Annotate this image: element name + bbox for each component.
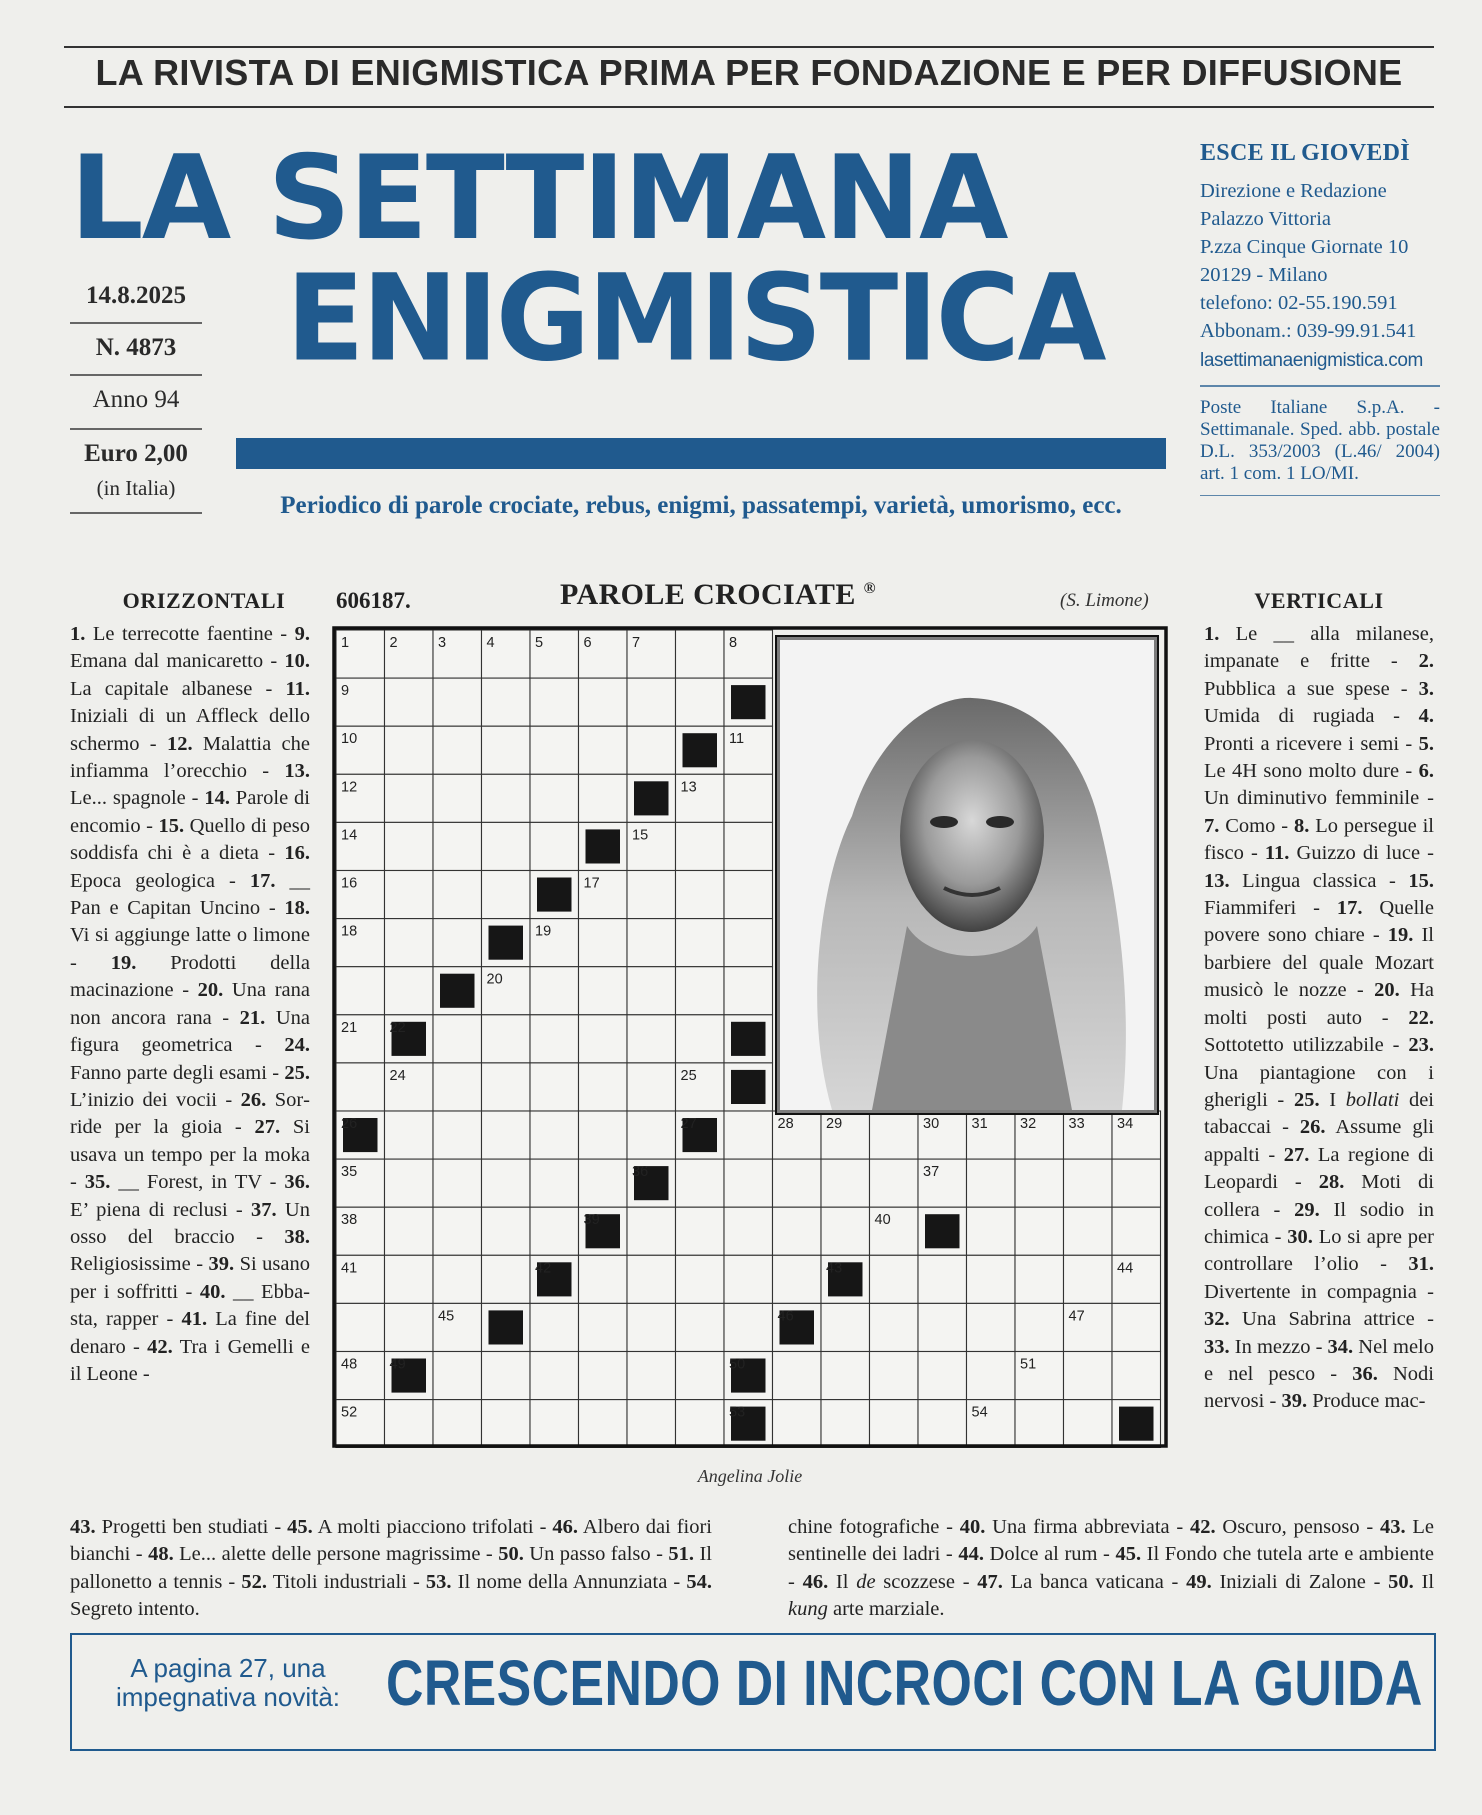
grid-cell[interactable]	[482, 822, 531, 870]
grid-cell[interactable]	[918, 1255, 967, 1303]
grid-cell[interactable]	[627, 1303, 676, 1351]
grid-cell[interactable]	[579, 1400, 628, 1448]
grid-cell[interactable]	[336, 1063, 385, 1111]
grid-cell[interactable]	[433, 1400, 482, 1448]
grid-cell[interactable]	[821, 1352, 870, 1400]
cell-number: 46	[777, 1308, 794, 1325]
cell-number: 52	[341, 1404, 358, 1421]
cell-number: 6	[583, 635, 592, 651]
black-square	[731, 685, 766, 719]
grid-cell[interactable]	[530, 1352, 579, 1400]
issue-date: 14.8.2025	[86, 282, 186, 309]
grid-cell[interactable]	[579, 774, 628, 822]
info-line: P.zza Cinque Giornate 10	[1200, 236, 1409, 258]
grid-cell[interactable]	[1064, 1352, 1113, 1400]
masthead-bar	[236, 438, 1166, 469]
black-square	[1119, 1407, 1154, 1441]
grid-cell[interactable]	[433, 1255, 482, 1303]
cell-number: 42	[535, 1260, 552, 1277]
cell-number: 3	[438, 635, 447, 651]
grid-cell[interactable]	[1112, 1303, 1161, 1351]
grid-cell[interactable]	[724, 774, 773, 822]
grid-cell[interactable]	[482, 871, 531, 919]
puzzle-title-text: PAROLE CROCIATE	[560, 578, 856, 611]
grid-cell[interactable]	[530, 967, 579, 1015]
grid-cell[interactable]	[773, 1400, 822, 1448]
grid-cell[interactable]	[676, 967, 725, 1015]
grid-cell[interactable]	[579, 1352, 628, 1400]
grid-cell[interactable]	[385, 822, 434, 870]
grid-cell[interactable]	[627, 871, 676, 919]
grid-cell[interactable]	[1064, 1255, 1113, 1303]
grid-cell[interactable]	[676, 822, 725, 870]
grid-cell[interactable]	[1064, 1159, 1113, 1207]
grid-cell[interactable]	[385, 871, 434, 919]
photo-caption: Angelina Jolie	[697, 1466, 803, 1486]
grid-cell[interactable]	[773, 1207, 822, 1255]
info-line: Abbonam.: 039-99.91.541	[1200, 320, 1417, 342]
grid-cell[interactable]	[385, 726, 434, 774]
grid-cell[interactable]	[530, 1159, 579, 1207]
cell-number: 4	[486, 635, 495, 651]
grid-cell[interactable]	[676, 678, 725, 726]
grid-cell[interactable]	[821, 1207, 870, 1255]
cell-number: 31	[971, 1116, 988, 1132]
grid-cell[interactable]	[433, 1352, 482, 1400]
grid-cell[interactable]	[627, 967, 676, 1015]
grid-cell[interactable]	[530, 678, 579, 726]
cell-number: 9	[341, 683, 350, 700]
grid-cell[interactable]	[773, 1255, 822, 1303]
issue-divider	[70, 512, 202, 514]
grid-cell[interactable]	[724, 871, 773, 919]
publisher-info	[1200, 140, 1440, 506]
grid-cell[interactable]	[724, 1159, 773, 1207]
grid-cell[interactable]	[579, 919, 628, 967]
cell-number: 16	[341, 875, 358, 892]
grid-cell[interactable]	[385, 919, 434, 967]
tagline-rule-bottom	[64, 106, 1434, 108]
cell-number: 51	[1020, 1356, 1037, 1373]
grid-cell[interactable]	[676, 1207, 725, 1255]
black-square	[731, 1070, 766, 1104]
grid-cell[interactable]	[870, 1400, 919, 1448]
grid-cell[interactable]	[627, 919, 676, 967]
grid-cell[interactable]	[870, 1255, 919, 1303]
grid-cell[interactable]	[530, 822, 579, 870]
grid-cell[interactable]	[1112, 1352, 1161, 1400]
grid-cell[interactable]	[433, 678, 482, 726]
grid-cell[interactable]	[385, 774, 434, 822]
cell-number: 47	[1068, 1308, 1085, 1325]
grid-cell[interactable]	[627, 1400, 676, 1448]
grid-cell[interactable]	[433, 871, 482, 919]
grid-cell[interactable]	[433, 774, 482, 822]
grid-cell[interactable]	[1015, 1207, 1064, 1255]
grid-cell[interactable]	[676, 1015, 725, 1063]
cell-number: 17	[583, 875, 600, 892]
grid-cell[interactable]	[1112, 1207, 1161, 1255]
down-clues-continued: chine fotografiche - 40. Una firma abbreviata - 42. Oscuro, pensoso - 43. Le sentinelle dei ladri - 44. Dolce al rum - 45. Il Fondo che tutela arte e ambiente - 46. Il de scozzese - 47. La banca vaticana - 49. Iniziali di Zalone - 50. Il kung arte marziale.	[788, 1516, 1435, 1621]
cell-number: 43	[826, 1260, 843, 1277]
grid-cell[interactable]	[385, 1111, 434, 1159]
grid-cell[interactable]	[482, 1255, 531, 1303]
cell-number: 26	[341, 1116, 358, 1132]
cell-number: 34	[1117, 1116, 1134, 1132]
grid-cell[interactable]	[724, 1207, 773, 1255]
grid-cell[interactable]	[433, 1015, 482, 1063]
cell-number: 39	[583, 1212, 600, 1229]
issue-divider	[70, 428, 202, 430]
cell-number: 38	[341, 1212, 358, 1229]
registered-mark: ®	[863, 580, 877, 597]
info-line: Palazzo Vittoria	[1200, 208, 1332, 230]
grid-cell[interactable]	[433, 1207, 482, 1255]
info-line: Direzione e Redazione	[1200, 180, 1387, 202]
grid-cell[interactable]	[579, 1111, 628, 1159]
photo-portrait	[776, 636, 1158, 1114]
black-square	[586, 829, 621, 863]
cell-number: 10	[341, 731, 358, 748]
grid-cell[interactable]	[385, 1207, 434, 1255]
grid-cell[interactable]	[676, 871, 725, 919]
grid-cell[interactable]	[821, 1303, 870, 1351]
grid-cell[interactable]	[676, 1159, 725, 1207]
grid-cell[interactable]	[821, 1400, 870, 1448]
grid-cell[interactable]	[482, 1400, 531, 1448]
promo-intro-line-1: A pagina 27, una	[130, 1653, 326, 1683]
grid-cell[interactable]	[676, 1255, 725, 1303]
grid-cell[interactable]	[482, 1352, 531, 1400]
cell-number: 18	[341, 923, 358, 940]
grid-cell[interactable]	[676, 1400, 725, 1448]
grid-cell[interactable]	[482, 1207, 531, 1255]
black-square	[683, 733, 718, 767]
cell-number: 25	[680, 1067, 697, 1084]
grid-cell[interactable]	[433, 822, 482, 870]
cell-number: 37	[923, 1164, 940, 1181]
crossword-grid[interactable]	[332, 626, 1168, 1448]
black-square	[925, 1214, 960, 1248]
grid-cell[interactable]	[482, 726, 531, 774]
black-square	[731, 1022, 766, 1056]
issue-number: N. 4873	[95, 334, 177, 361]
cell-number: 19	[535, 923, 552, 940]
masthead-line-2: ENIGMISTICA	[286, 248, 1104, 388]
cell-number: 13	[680, 779, 697, 796]
cell-number: 32	[1020, 1116, 1037, 1132]
grid-cell[interactable]	[724, 1303, 773, 1351]
cell-number: 24	[389, 1067, 406, 1084]
across-clues: 1. Le terrecotte faentine - 9. Emana dal manicaretto - 10. La capitale albanese - 11. Iniziali di un Affleck dello schermo - 12. Malattia che infiamma l’orecchio - 13. Le... spagnole - 14. Parole di encomio - 15. Quello di peso soddisfa chi è a dieta - 16. Epoca geologica - 17. __ Pan e Capitan Uncino - 18. Vi si aggiunge latte o limone - 19. Prodotti della macinazione - 20. Una rana non ancora rana - 21. Una figura geometrica - 24. Fanno parte degli esami - 25. L’inizio dei vocii - 26. Sorride per la gioia - 27. Si usava un tempo per la moka - 35. __ Forest, in TV - 36. E’ piena di reclusi - 37. Un osso del braccio - 38. Religiosissime - 39. Si usano per i soffritti - 40. __ Ebbasta, rapper - 41. La fine del denaro - 42. Tra i Gemelli e il Leone -	[70, 623, 311, 1385]
grid-cell[interactable]	[482, 1015, 531, 1063]
grid-cell[interactable]	[1112, 1159, 1161, 1207]
cell-number: 54	[971, 1404, 988, 1421]
issue-divider	[70, 322, 202, 324]
grid-cell[interactable]	[627, 678, 676, 726]
issue-price: Euro 2,00	[84, 440, 188, 467]
magazine-tagline: LA RIVISTA DI ENIGMISTICA PRIMA PER FONDAZIONE E PER DIFFUSIONE	[95, 52, 1403, 93]
masthead-line-1: LA SETTIMANA	[70, 130, 1007, 266]
promo-headline: CRESCENDO DI INCROCI CON LA GUIDA	[386, 1647, 1423, 1719]
grid-cell[interactable]	[967, 1352, 1016, 1400]
publish-day: ESCE IL GIOVEDÌ	[1200, 140, 1410, 166]
cell-number: 11	[729, 731, 745, 748]
cell-number: 48	[341, 1356, 358, 1373]
info-line: 20129 - Milano	[1200, 264, 1328, 286]
grid-cell[interactable]	[385, 967, 434, 1015]
grid-cell[interactable]	[627, 1063, 676, 1111]
grid-cell[interactable]	[1015, 1159, 1064, 1207]
grid-cell[interactable]	[1015, 1255, 1064, 1303]
across-clues-continued: 43. Progetti ben studiati - 45. A molti piacciono trifolati - 46. Albero dai fiori bianchi - 48. Le... alette delle persone magrissime - 50. Un passo falso - 51. Il pallonetto a tennis - 52. Titoli industriali - 53. Il nome della Annunziata - 54. Segreto intento.	[70, 1516, 713, 1621]
issue-price-note: (in Italia)	[96, 476, 176, 500]
postal-notice: Poste Italiane S.p.A. - Settimanale. Sped. abb. postale D.L. 353/2003 (L.46/ 2004) art. 1 com. 1 LO/MI.	[1200, 396, 1440, 484]
cell-number: 40	[874, 1212, 891, 1229]
grid-cell[interactable]	[579, 1159, 628, 1207]
photo-eye-left	[930, 816, 958, 828]
grid-cell[interactable]	[433, 1111, 482, 1159]
grid-cell[interactable]	[579, 1255, 628, 1303]
grid-cell[interactable]	[724, 1255, 773, 1303]
cell-number: 49	[389, 1356, 406, 1373]
across-heading: ORIZZONTALI	[122, 588, 286, 613]
grid-cell[interactable]	[627, 1207, 676, 1255]
grid-cell[interactable]	[530, 726, 579, 774]
grid-cell[interactable]	[482, 774, 531, 822]
cell-number: 45	[438, 1308, 455, 1325]
tagline-rule-top	[64, 46, 1434, 48]
grid-cell[interactable]	[724, 1111, 773, 1159]
grid-cell[interactable]	[579, 678, 628, 726]
grid-cell[interactable]	[773, 1352, 822, 1400]
grid-cell[interactable]	[627, 1111, 676, 1159]
grid-cell[interactable]	[967, 1159, 1016, 1207]
grid-cell[interactable]	[1015, 1303, 1064, 1351]
grid-cell[interactable]	[967, 1207, 1016, 1255]
grid-cell[interactable]	[579, 1303, 628, 1351]
grid-cell[interactable]	[870, 1303, 919, 1351]
grid-cell[interactable]	[530, 1015, 579, 1063]
grid-cell[interactable]	[385, 1303, 434, 1351]
grid-cell[interactable]	[385, 1255, 434, 1303]
cell-number: 1	[341, 635, 350, 651]
info-divider	[1200, 385, 1440, 387]
black-square	[489, 926, 524, 960]
grid-cell[interactable]	[1064, 1207, 1113, 1255]
black-square	[489, 1310, 524, 1344]
down-clues: 1. Le __ alla milanese, impanate e fritte - 2. Pubblica a sue spese - 3. Umida di rugiada - 4. Pronti a ricevere i semi - 5. Le 4H sono molto dure - 6. Un diminutivo femminile - 7. Como - 8. Lo persegue il fisco - 11. Guizzo di luce - 13. Lingua classica - 15. Fiammiferi - 17. Quelle povere sono chiare - 19. Il barbiere del quale Mozart musicò le nozze - 20. Ha molti posti auto - 22. Sottotetto utilizzabile - 23. Una piantagione con i gherigli - 25. I bollati dei tabaccai - 26. Assume gli appalti - 27. La regione di Leopardi - 28. Moti di collera - 29. Il sodio in chimica - 30. Lo si apre per controllare l’olio - 31. Divertente in compagnia - 32. Una Sabrina attrice - 33. In mezzo - 34. Nel melo e nel pesco - 36. Nodi nervosi - 39. Produce mac-	[1204, 623, 1435, 1413]
grid-cell[interactable]	[1064, 1400, 1113, 1448]
grid-cell[interactable]	[676, 630, 725, 678]
grid-cell[interactable]	[967, 1303, 1016, 1351]
cell-number: 20	[486, 971, 503, 988]
cell-number: 36	[632, 1164, 649, 1181]
grid-cell[interactable]	[676, 919, 725, 967]
magazine-subtitle: Periodico di parole crociate, rebus, enigmi, passatempi, varietà, umorismo, ecc.	[280, 492, 1122, 519]
grid-cell[interactable]	[627, 1015, 676, 1063]
cell-number: 33	[1068, 1116, 1085, 1132]
grid-cell[interactable]	[627, 1352, 676, 1400]
grid-cell[interactable]	[433, 726, 482, 774]
black-square	[634, 781, 669, 815]
issue-year: Anno 94	[92, 386, 180, 413]
grid-cell[interactable]	[385, 1159, 434, 1207]
grid-cell[interactable]	[724, 967, 773, 1015]
grid-cell[interactable]	[918, 1352, 967, 1400]
promo-intro	[88, 1654, 368, 1712]
cell-number: 7	[632, 635, 641, 651]
cell-number: 41	[341, 1260, 358, 1277]
grid-cell[interactable]	[433, 1159, 482, 1207]
grid-cell[interactable]	[918, 1400, 967, 1448]
grid-cell[interactable]	[870, 1352, 919, 1400]
grid-cell[interactable]	[336, 1303, 385, 1351]
grid-cell[interactable]	[530, 774, 579, 822]
cell-number: 53	[729, 1404, 746, 1421]
grid-cell[interactable]	[724, 919, 773, 967]
grid-cell[interactable]	[579, 967, 628, 1015]
grid-cell[interactable]	[773, 1159, 822, 1207]
grid-cell[interactable]	[627, 726, 676, 774]
cell-number: 29	[826, 1116, 843, 1132]
grid-cell[interactable]	[724, 822, 773, 870]
cell-number: 21	[341, 1019, 358, 1036]
cell-number: 8	[729, 635, 738, 651]
photo-face	[900, 740, 1044, 932]
grid-cell[interactable]	[433, 1063, 482, 1111]
grid-cell[interactable]	[918, 1303, 967, 1351]
grid-cell[interactable]	[579, 1063, 628, 1111]
grid-cell[interactable]	[482, 1111, 531, 1159]
puzzle-author: (S. Limone)	[1060, 590, 1149, 611]
cell-number: 30	[923, 1116, 940, 1132]
down-heading: VERTICALI	[1254, 588, 1384, 613]
grid-cell[interactable]	[676, 1303, 725, 1351]
grid-cell[interactable]	[482, 678, 531, 726]
info-divider	[1200, 495, 1440, 497]
grid-cell[interactable]	[530, 1303, 579, 1351]
photo-eye-right	[986, 816, 1014, 828]
grid-cell[interactable]	[676, 1352, 725, 1400]
cell-number: 44	[1117, 1260, 1134, 1277]
grid-cell[interactable]	[530, 1400, 579, 1448]
cell-number: 12	[341, 779, 358, 796]
grid-cell[interactable]	[385, 1400, 434, 1448]
issue-divider	[70, 374, 202, 376]
website-link[interactable]: lasettimanaenigmistica.com	[1200, 350, 1423, 371]
grid-cell[interactable]	[530, 1063, 579, 1111]
cell-number: 28	[777, 1116, 794, 1132]
grid-cell[interactable]	[627, 1255, 676, 1303]
grid-cell[interactable]	[579, 726, 628, 774]
cell-number: 15	[632, 827, 649, 844]
cell-number: 5	[535, 635, 544, 651]
grid-cell[interactable]	[530, 1207, 579, 1255]
cell-number: 2	[389, 635, 398, 651]
puzzle-title	[560, 578, 876, 612]
grid-cell[interactable]	[967, 1255, 1016, 1303]
cell-number: 50	[729, 1356, 746, 1373]
grid-cell[interactable]	[530, 1111, 579, 1159]
cell-number: 35	[341, 1164, 358, 1181]
grid-cell[interactable]	[1015, 1400, 1064, 1448]
grid-cell[interactable]	[821, 1159, 870, 1207]
grid-cell[interactable]	[433, 919, 482, 967]
grid-cell[interactable]	[385, 678, 434, 726]
grid-cell[interactable]	[870, 1111, 919, 1159]
cell-number: 27	[680, 1116, 697, 1132]
puzzle-id: 606187.	[336, 588, 411, 613]
black-square	[537, 878, 572, 912]
grid-cell[interactable]	[579, 1015, 628, 1063]
grid-cell[interactable]	[336, 967, 385, 1015]
cell-number: 14	[341, 827, 358, 844]
grid-cell[interactable]	[482, 1063, 531, 1111]
black-square	[440, 974, 475, 1008]
promo-intro-line-2: impegnativa novità:	[115, 1682, 341, 1712]
grid-cell[interactable]	[870, 1159, 919, 1207]
info-line: telefono: 02-55.190.591	[1200, 292, 1398, 314]
grid-cell[interactable]	[482, 1159, 531, 1207]
cell-number: 22	[389, 1019, 406, 1036]
